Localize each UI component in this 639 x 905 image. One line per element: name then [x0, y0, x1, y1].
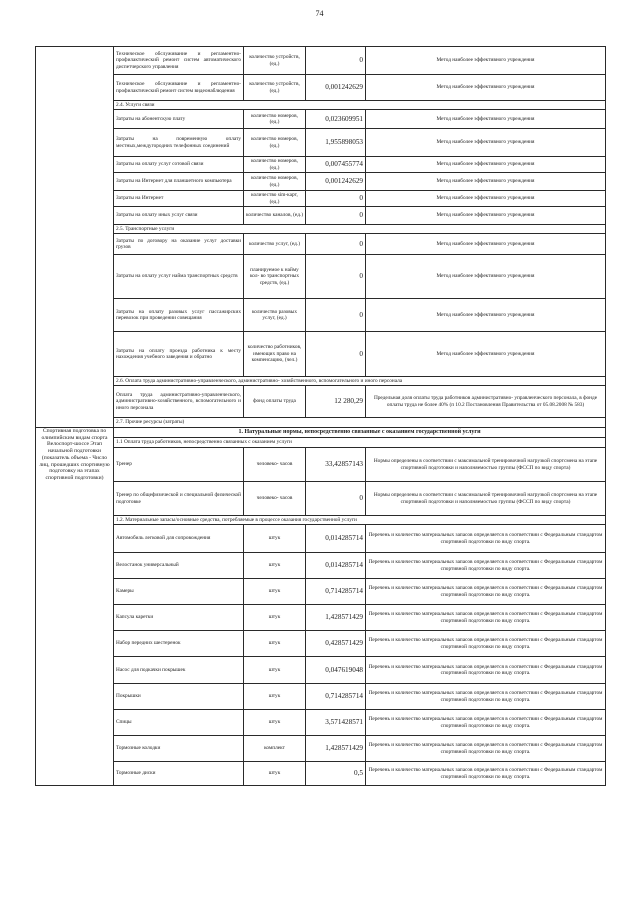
material-value: 0,428571429 — [306, 631, 366, 657]
material-name: Набор передних шестеренок — [114, 631, 244, 657]
material-name: Спицы — [114, 710, 244, 736]
cost-value: 0 — [306, 191, 366, 207]
section-heading: 2.6. Оплата труда административно-управленческого, административно- хозяйственного, вспомогательного и иного персонала — [114, 377, 606, 386]
cost-item-name: Оплата труда административно-управленческого, административно-хозяйственного, вспомогательного и иного персонала — [114, 386, 244, 418]
cost-unit: человеко- часов — [244, 448, 306, 482]
material-unit: комплект — [244, 736, 306, 762]
cost-unit: количество номеров, (ед.) — [244, 173, 306, 191]
material-method: Перечень и количество материальных запасов определяется в соответствии с Федеральным стандартом спортивной подготовки по виду спорта. — [366, 710, 606, 736]
material-value: 1,428571429 — [306, 605, 366, 631]
table-row — [36, 579, 606, 605]
cost-method: Метод наиболее эффективного учреждения — [366, 234, 606, 255]
table-row — [36, 110, 606, 129]
cost-value: 0 — [306, 255, 366, 299]
cost-method: Нормы определены в соответствии с максимальной тренировочной нагрузкой спортсмена на этапе спортивной подготовки и наполняемостью группы (ФССП по виду спорта) — [366, 448, 606, 482]
cost-method: Метод наиболее эффективного учреждения — [366, 255, 606, 299]
material-unit: штук — [244, 684, 306, 710]
table-row — [36, 332, 606, 377]
cost-unit: количество услуг, (ед.) — [244, 234, 306, 255]
cost-item-name: Затраты на оплату проезда работника к месту нахождения учебного заведения и обратно — [114, 332, 244, 377]
material-name: Тормозные колодки — [114, 736, 244, 762]
cost-item-name: Техническое обслуживание и регламентно- профилактический ремонт систем видеонаблюдения — [114, 75, 244, 101]
table-row — [36, 482, 606, 516]
table-row — [36, 207, 606, 225]
cost-item-name: Тренер — [114, 448, 244, 482]
norms-table — [35, 46, 606, 786]
table-row — [36, 299, 606, 332]
page-number: 74 — [315, 9, 324, 18]
table-row — [36, 386, 606, 418]
material-name: Покрышки — [114, 684, 244, 710]
material-method: Перечень и количество материальных запасов определяется в соответствии с Федеральным стандартом спортивной подготовки по виду спорта. — [366, 525, 606, 553]
material-method: Перечень и количество материальных запасов определяется в соответствии с Федеральным стандартом спортивной подготовки по виду спорта. — [366, 553, 606, 579]
cost-item-name: Тренер по общефизической и специальной физической подготовке — [114, 482, 244, 516]
table-row — [36, 129, 606, 157]
material-name: Автомобиль легковой для сопровождения — [114, 525, 244, 553]
cost-method: Метод наиболее эффективного учреждения — [366, 299, 606, 332]
cost-item-name: Затраты по договору на оказание услуг доставки грузов — [114, 234, 244, 255]
table-row — [36, 438, 606, 448]
cost-unit: планируемое к найму кол- во транспортных средств, (ед.) — [244, 255, 306, 299]
material-value: 1,428571429 — [306, 736, 366, 762]
cost-value: 0 — [306, 332, 366, 377]
section-heading: 2.5. Транспортные услуги — [114, 225, 606, 234]
cost-value: 0 — [306, 207, 366, 225]
material-value: 0,5 — [306, 762, 366, 786]
material-value: 3,571428571 — [306, 710, 366, 736]
cost-unit: количество номеров, (ед.) — [244, 157, 306, 173]
cost-item-name: Затраты на Интернет для планшетного компьютера — [114, 173, 244, 191]
material-unit: штук — [244, 631, 306, 657]
table-row — [36, 525, 606, 553]
table-row — [36, 448, 606, 482]
material-unit: штук — [244, 762, 306, 786]
table-row — [36, 516, 606, 525]
cost-method: Метод наиболее эффективного учреждения — [366, 207, 606, 225]
cost-item-name: Затраты на оплату разовых услуг пассажирских перевозок при проведении совещания — [114, 299, 244, 332]
table-row — [36, 605, 606, 631]
table-row — [36, 762, 606, 786]
material-value: 0,714285714 — [306, 579, 366, 605]
cost-method: Метод наиболее эффективного учреждения — [366, 110, 606, 129]
table-row — [36, 657, 606, 684]
cost-unit: фонд оплаты труда — [244, 386, 306, 418]
cost-value: 1,955898053 — [306, 129, 366, 157]
material-method: Перечень и количество материальных запасов определяется в соответствии с Федеральным стандартом спортивной подготовки по виду спорта. — [366, 762, 606, 786]
table-row — [36, 157, 606, 173]
table-row — [36, 225, 606, 234]
cost-unit: количество работников, имеющих право на компенсацию, (чел.) — [244, 332, 306, 377]
material-name: Тормозные диски — [114, 762, 244, 786]
material-method: Перечень и количество материальных запасов определяется в соответствии с Федеральным стандартом спортивной подготовки по виду спорта. — [366, 684, 606, 710]
table-row — [36, 684, 606, 710]
cost-item-name: Затраты на абонентскую плату — [114, 110, 244, 129]
cost-method: Предельная доля оплаты труда работников административно- управленческого персонала, в фонде оплаты труда не более 40% (п 10.2 Постановления Правительства от 05.08.2008 № 583) — [366, 386, 606, 418]
cost-method: Метод наиболее эффективного учреждения — [366, 191, 606, 207]
cost-item-name: Затраты на оплату иных услуг связи — [114, 207, 244, 225]
material-name: Насос для подкачки покрышек — [114, 657, 244, 684]
cost-method: Метод наиболее эффективного учреждения — [366, 332, 606, 377]
cost-value: 0,023609951 — [306, 110, 366, 129]
table-row — [36, 191, 606, 207]
table-row — [36, 377, 606, 386]
material-name: Велостанок универсальный — [114, 553, 244, 579]
cost-unit: человеко- часов — [244, 482, 306, 516]
table-row — [36, 101, 606, 110]
service-name-cell: Спортивная подготовка по олимпийским видам спорта Велоспорт-шоссе Этап начальной подготовки (показатель объема - Число лиц, прошедших спортивную подготовку на этапах спортивной подготовки) — [36, 428, 114, 786]
table-row — [36, 710, 606, 736]
cost-value: 0,007455774 — [306, 157, 366, 173]
cost-unit: количество устройств, (ед.) — [244, 47, 306, 75]
cost-value: 0 — [306, 47, 366, 75]
section-heading: 1.2. Материальные запасы/основные средства, потребляемые в процессе оказания государственной услуги — [114, 516, 606, 525]
table-row — [36, 553, 606, 579]
material-name: Капсула каретки — [114, 605, 244, 631]
cost-method: Нормы определены в соответствии с максимальной тренировочной нагрузкой спортсмена на этапе спортивной подготовки и наполняемостью группы (ФССП по виду спорта) — [366, 482, 606, 516]
cost-method: Метод наиболее эффективного учреждения — [366, 47, 606, 75]
cost-method: Метод наиболее эффективного учреждения — [366, 157, 606, 173]
material-method: Перечень и количество материальных запасов определяется в соответствии с Федеральным стандартом спортивной подготовки по виду спорта. — [366, 736, 606, 762]
cost-value: 0 — [306, 299, 366, 332]
cost-unit: количество номеров, (ед.) — [244, 129, 306, 157]
cost-unit: количество sim-карт, (ед.) — [244, 191, 306, 207]
table-row — [36, 255, 606, 299]
cost-value: 12 280,29 — [306, 386, 366, 418]
material-unit: штук — [244, 710, 306, 736]
material-unit: штук — [244, 657, 306, 684]
section-heading: 2.7. Прочие ресурсы (затраты) — [114, 418, 606, 428]
material-unit: штук — [244, 605, 306, 631]
cost-method: Метод наиболее эффективного учреждения — [366, 129, 606, 157]
material-method: Перечень и количество материальных запасов определяется в соответствии с Федеральным стандартом спортивной подготовки по виду спорта. — [366, 631, 606, 657]
material-value: 0,014285714 — [306, 525, 366, 553]
table-row — [36, 75, 606, 101]
table-row — [36, 418, 606, 428]
cost-item-name: Затраты на оплату услуг сотовой связи — [114, 157, 244, 173]
table-row — [36, 428, 606, 438]
cost-unit: количество каналов, (ед.) — [244, 207, 306, 225]
cost-value: 0 — [306, 482, 366, 516]
table-row — [36, 173, 606, 191]
material-value: 0,047619048 — [306, 657, 366, 684]
material-value: 0,714285714 — [306, 684, 366, 710]
material-unit: штук — [244, 579, 306, 605]
section-heading: 1.1 Оплата труда работников, непосредственно связанных с оказанием услуги — [114, 438, 606, 448]
material-value: 0,014285714 — [306, 553, 366, 579]
cost-unit: количество номеров, (ед.) — [244, 110, 306, 129]
section-heading: 2.4. Услуги связи — [114, 101, 606, 110]
cost-item-name: Затраты на оплату услуг найма транспортных средств — [114, 255, 244, 299]
table-row — [36, 736, 606, 762]
cost-method: Метод наиболее эффективного учреждения — [366, 75, 606, 101]
material-method: Перечень и количество материальных запасов определяется в соответствии с Федеральным стандартом спортивной подготовки по виду спорта. — [366, 657, 606, 684]
section-heading: 1. Натуральные нормы, непосредственно связанные с оказанием государственной услуги — [114, 428, 606, 438]
material-name: Камеры — [114, 579, 244, 605]
cost-item-name: Затраты на повременную оплату местных,междугородних телефонных соединений — [114, 129, 244, 157]
table-row — [36, 234, 606, 255]
material-method: Перечень и количество материальных запасов определяется в соответствии с Федеральным стандартом спортивной подготовки по виду спорта. — [366, 605, 606, 631]
material-unit: штук — [244, 553, 306, 579]
cost-unit: количество разовых услуг, (ед.) — [244, 299, 306, 332]
cost-value: 33,42857143 — [306, 448, 366, 482]
cost-item-name: Техническое обслуживание и регламентно- профилактический ремонт систем автоматического диспетчерского управления — [114, 47, 244, 75]
cost-item-name: Затраты на Интернет — [114, 191, 244, 207]
cost-method: Метод наиболее эффективного учреждения — [366, 173, 606, 191]
cost-value: 0,001242629 — [306, 75, 366, 101]
table-row — [36, 631, 606, 657]
cost-value: 0 — [306, 234, 366, 255]
table-row — [36, 47, 606, 75]
material-method: Перечень и количество материальных запасов определяется в соответствии с Федеральным стандартом спортивной подготовки по виду спорта. — [366, 579, 606, 605]
left-blank-cell — [36, 47, 114, 428]
cost-unit: количество устройств, (ед.) — [244, 75, 306, 101]
cost-value: 0,001242629 — [306, 173, 366, 191]
material-unit: штук — [244, 525, 306, 553]
